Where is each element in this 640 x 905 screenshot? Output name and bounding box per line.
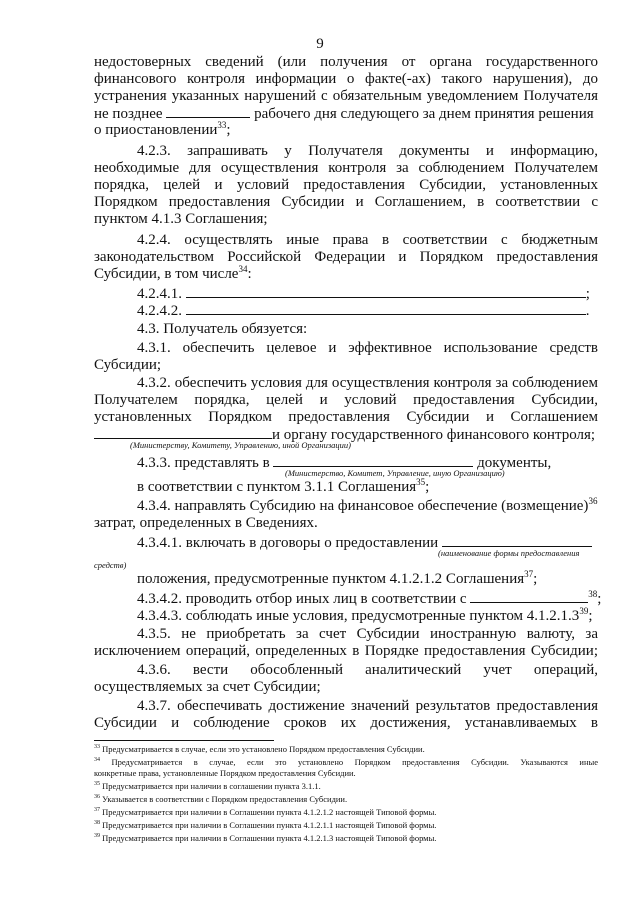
text-line xyxy=(137,479,598,496)
text-fragment: 4.3.3. представлять в xyxy=(137,455,270,471)
footnote xyxy=(94,833,598,844)
text-fragment: Субсидии, в том числе xyxy=(94,266,239,282)
footnote-text: Предусматривается при наличии в Соглашении пункта 4.1.2.1.3 настоящей Типовой формы. xyxy=(102,833,437,843)
text-line xyxy=(94,122,598,139)
text-line xyxy=(137,589,602,608)
text-line: 4.2.3. запрашивать у Получателя документы и информацию, xyxy=(137,143,598,159)
text-line: законодательством Российской Федерации и Порядком предоставления xyxy=(94,249,598,265)
text-fragment: ; xyxy=(585,286,590,302)
text-fragment: рабочего дня следующего за днем принятия решения xyxy=(254,106,594,122)
text-line: исключением операций, определенных в Порядке предоставления Субсидии; xyxy=(94,643,598,659)
footnote-text: Предусматривается при наличии в Соглашении пункта 4.1.2.1.2 настоящей Типовой формы. xyxy=(102,807,437,817)
text-line: недостоверных сведений (или получения от органа государственного xyxy=(94,54,598,70)
text-line: 4.3.7. обеспечивать достижение значений результатов предоставления xyxy=(137,698,598,714)
field-caption: (Министерству, Комитету, Управлению, иной Организации) xyxy=(130,440,351,450)
footnote-ref: 35 xyxy=(416,477,426,487)
text-fragment: 4.2.4.1. xyxy=(137,286,182,302)
text-line xyxy=(137,608,598,625)
text-fragment: документы, xyxy=(477,455,552,471)
text-line: финансового контроля информации о факте(-ах) такого нарушения), до xyxy=(94,71,598,87)
text-line xyxy=(137,571,598,588)
footnote-ref: 36 xyxy=(588,496,598,506)
footnote xyxy=(94,781,598,792)
text-line: Порядком предоставления Субсидии и Соглашением, в соответствии с xyxy=(94,194,598,210)
footnote xyxy=(94,820,598,831)
footnote xyxy=(94,794,598,805)
text-fragment: 4.3.4.1. включать в договоры о предоставлении xyxy=(137,535,439,551)
footnote xyxy=(94,744,598,755)
text-line: устранения указанных нарушений с обязательным уведомлением Получателя xyxy=(94,88,598,104)
text-line: порядка, целей и условий предоставления Субсидии, установленных xyxy=(94,177,598,193)
footnote-number: 36 xyxy=(94,794,100,801)
text-line: 4.3.5. не приобретать за счет Субсидии иностранную валюту, за xyxy=(137,626,598,642)
footnote-ref: 33 xyxy=(217,120,227,130)
text-fragment: 4.3.4.2. проводить отбор иных лиц в соответствии с xyxy=(137,591,467,607)
footnote-separator xyxy=(94,740,274,741)
fill-in-blank xyxy=(273,454,473,467)
text-line: 4.3.6. вести обособленный аналитический учет операций, xyxy=(137,662,598,678)
fill-in-blank xyxy=(166,105,250,118)
text-fragment: положения, предусмотренные пунктом 4.1.2.1.2 Соглашения xyxy=(137,571,525,587)
text-line: Получателем порядка, целей и условий предоставления Субсидии, xyxy=(94,392,598,408)
fill-in-blank xyxy=(186,302,586,315)
text-line: 4.3. Получатель обязуется: xyxy=(137,321,308,337)
footnote xyxy=(94,807,598,818)
page-number: 9 xyxy=(316,36,324,52)
text-line: 4.3.1. обеспечить целевое и эффективное использование средств xyxy=(137,340,598,356)
text-line: затрат, определенных в Сведениях. xyxy=(94,515,318,531)
field-caption: (наименование формы предоставления xyxy=(438,548,580,558)
footnote-text: Указывается в соответствии с Порядком предоставления Субсидии. xyxy=(102,794,348,804)
fill-in-blank xyxy=(470,590,588,603)
text-fragment: 4.2.4.2. xyxy=(137,303,182,319)
footnote-number: 35 xyxy=(94,781,100,788)
text-fragment: 4.3.4. направлять Субсидию на финансовое обеспечение (возмещение) xyxy=(137,498,589,514)
text-fragment: и органу государственного финансового контроля; xyxy=(272,427,596,443)
footnote-number: 38 xyxy=(94,820,100,827)
text-fragment: . xyxy=(585,303,590,319)
text-fragment: ; xyxy=(425,479,430,495)
text-fragment: ; xyxy=(226,122,231,138)
text-line: пунктом 4.1.3 Соглашения; xyxy=(94,211,268,227)
footnote-text: Предусматривается в случае, если это установлено Порядком предоставления Субсидии. xyxy=(102,744,425,754)
text-line: осуществляемых за счет Субсидии; xyxy=(94,679,321,695)
text-line: установленных Порядком предоставления Субсидии и Соглашением xyxy=(94,409,598,425)
footnote-text: Предусматривается при наличии в соглашении пункта 3.1.1. xyxy=(102,781,321,791)
text-fragment: ; xyxy=(597,591,602,607)
text-fragment: не позднее xyxy=(94,106,163,122)
footnote-text: Предусматривается при наличии в Соглашении пункта 4.1.2.1.1 настоящей Типовой формы. xyxy=(102,820,437,830)
footnote-number: 37 xyxy=(94,807,100,814)
text-fragment: в соответствии с пунктом 3.1.1 Соглашения xyxy=(137,479,417,495)
text-line xyxy=(137,302,598,320)
footnote-number: 33 xyxy=(94,744,100,751)
text-fragment: ; xyxy=(588,608,593,624)
footnote-number: 34 xyxy=(94,757,100,764)
footnote-ref: 34 xyxy=(238,264,248,274)
text-fragment: : xyxy=(247,266,252,282)
field-caption: средств) xyxy=(94,560,127,570)
footnote-ref: 39 xyxy=(579,606,589,616)
fill-in-blank xyxy=(94,426,272,439)
text-line: необходимые для осуществления контроля за соблюдением Получателем xyxy=(94,160,598,176)
text-line: Субсидии; xyxy=(94,357,162,373)
text-line: Субсидии и соблюдение сроков их достижения, устанавливаемых в xyxy=(94,715,598,731)
footnote-ref: 38 xyxy=(588,589,598,599)
footnote xyxy=(94,757,598,768)
text-line xyxy=(94,105,598,123)
text-line: 4.3.2. обеспечить условия для осуществления контроля за соблюдением xyxy=(137,375,598,391)
field-caption: (Министерство, Комитет, Управление, иную Организацию) xyxy=(285,468,505,478)
footnote-continuation: конкретные права, установленные Порядком предоставления Субсидии. xyxy=(94,768,356,778)
footnote-number: 39 xyxy=(94,833,100,840)
text-line: 4.2.4. осуществлять иные права в соответствии с бюджетным xyxy=(137,232,598,248)
fill-in-blank xyxy=(442,534,592,547)
text-fragment: о приостановлении xyxy=(94,122,218,138)
text-line xyxy=(137,498,598,515)
text-line xyxy=(137,285,598,303)
fill-in-blank xyxy=(186,285,586,298)
footnote-text: Предусматривается в случае, если это установлено Порядком предоставления Субсидии. Указываются иные xyxy=(111,757,599,767)
text-fragment: ; xyxy=(533,571,538,587)
text-line xyxy=(94,266,598,283)
text-fragment: 4.3.4.3. соблюдать иные условия, предусмотренные пунктом 4.1.2.1.3 xyxy=(137,608,580,624)
footnote-ref: 37 xyxy=(524,569,534,579)
